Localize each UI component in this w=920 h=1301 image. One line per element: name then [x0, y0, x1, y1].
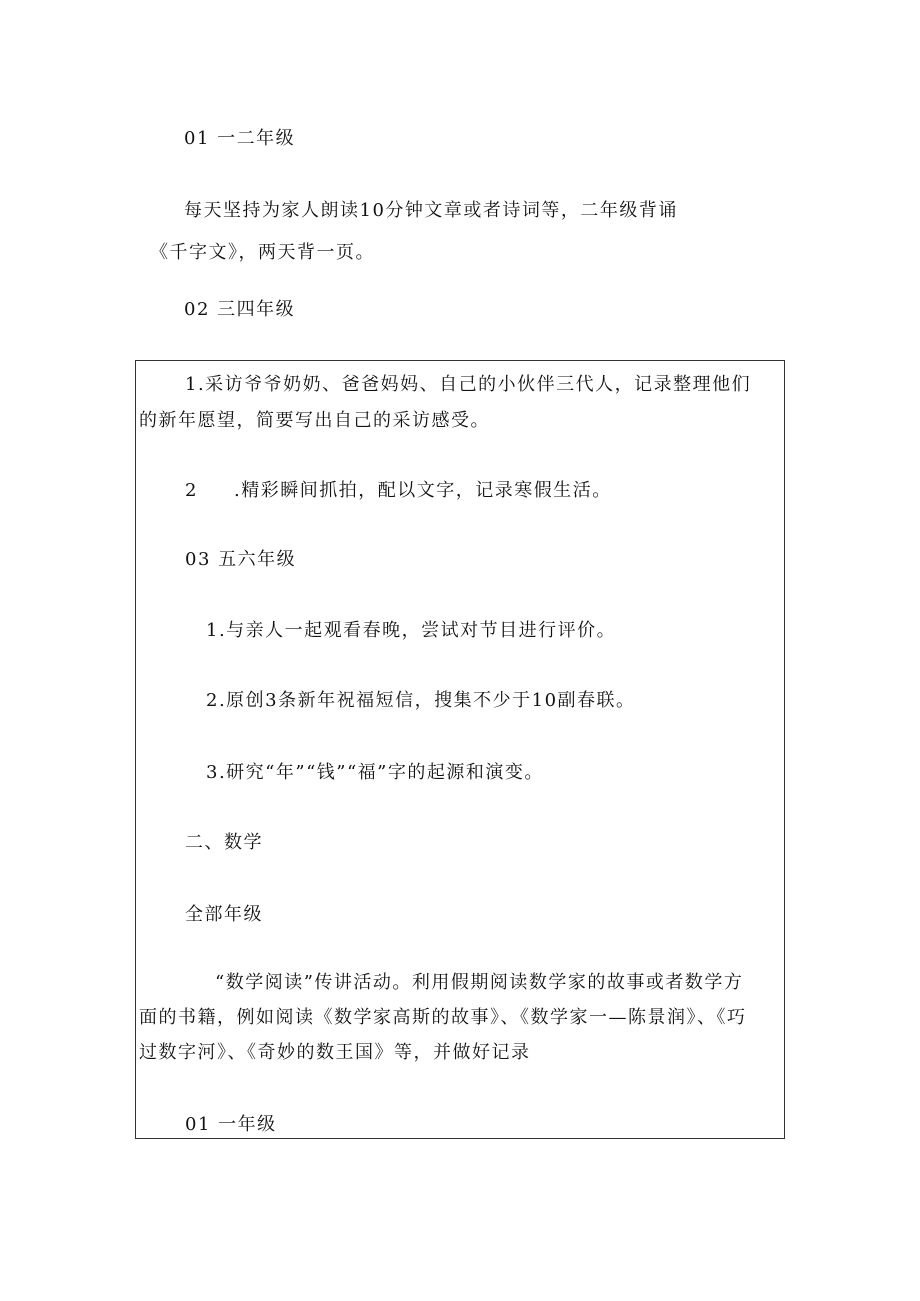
- heading-grade-1-text: 01 一年级: [185, 1114, 277, 1135]
- item-2-number: 2: [185, 480, 198, 501]
- math-paragraph-line-1: “数学阅读”传讲活动。利用假期阅读数学家的故事或者数学方: [215, 972, 744, 993]
- math-paragraph-line-2: 面的书籍，例如阅读《数学家高斯的故事》、《数学家一—陈景润》、《巧: [139, 1007, 747, 1028]
- heading-grade-3-4: 02 三四年级: [184, 299, 296, 320]
- grade-5-6-item-2-text: 2.原创3条新年祝福短信，搜集不少于10副春联。: [206, 690, 636, 711]
- para-grade-1-2-line-2: 《千字文》，两天背一页。: [150, 242, 375, 263]
- grade-5-6-item-3-text: 3.研究“年”“钱”“福”字的起源和演变。: [206, 762, 544, 783]
- item-1-line-2: 的新年愿望，简要写出自己的采访感受。: [139, 410, 490, 431]
- item-1-line-1: 1.采访爷爷奶奶、爸爸妈妈、自己的小伙伴三代人，记录整理他们: [185, 374, 752, 395]
- content-box: [135, 360, 785, 1139]
- para-grade-1-2-line-1: 每天坚持为家人朗读10分钟文章或者诗词等，二年级背诵: [184, 200, 678, 221]
- all-grades-text: 全部年级: [185, 904, 263, 925]
- section-math-text: 二、数学: [185, 832, 263, 853]
- heading-grade-5-6-text: 03 五六年级: [185, 549, 297, 570]
- grade-5-6-item-1-text: 1.与亲人一起观看春晚，尝试对节目进行评价。: [206, 620, 617, 641]
- item-2-text: .精彩瞬间抓拍，配以文字，记录寒假生活。: [234, 480, 612, 501]
- heading-grade-1-2: 01 一二年级: [184, 128, 296, 149]
- math-paragraph-line-3: 过数字河》、《奇妙的数王国》等，并做好记录: [139, 1042, 531, 1063]
